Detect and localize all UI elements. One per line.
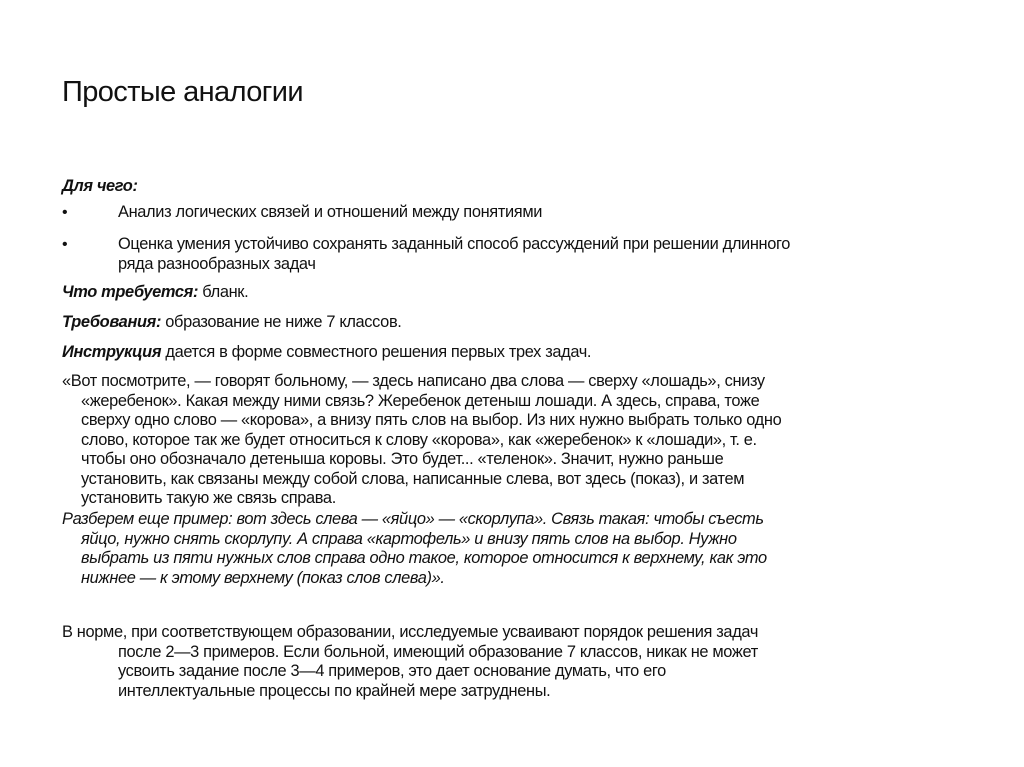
norm-paragraph (62, 623, 758, 701)
bullet-line: Анализ логических связей и отношений между понятиями (118, 203, 543, 221)
requirements-label: Требования: (62, 313, 162, 331)
text-line: установить, как связаны между собой слова, написанные слева, вот здесь (показ), и затем (81, 469, 745, 488)
required-line (62, 283, 248, 303)
bullet-line: Оценка умения устойчиво сохранять заданный способ рассуждений при решении длинного (118, 235, 791, 253)
bullet-item-1 (118, 203, 542, 223)
text-line: выбрать из пяти нужных слов справа одно такое, которое относится к верхнему, как это (81, 549, 767, 567)
text-line: Разберем еще пример: вот здесь слева — «яйцо» — «скорлупа». Связь такая: чтобы съесть (62, 510, 764, 528)
bullet-icon: • (62, 236, 68, 253)
bullet-item-2 (118, 235, 790, 274)
quote-paragraph (62, 372, 781, 509)
text-line: после 2—3 примеров. Если больной, имеющий образование 7 классов, никак не может (118, 642, 758, 661)
text-line: чтобы оно обозначало детеныша коровы. Это будет... «теленок». Значит, нужно раньше (81, 450, 724, 468)
text-line: «Вот посмотрите, — говорят больному, — здесь написано два слова — сверху «лошадь», снизу (62, 372, 765, 390)
instruction-label: Инструкция (62, 343, 162, 361)
bullet-line: ряда разнообразных задач (118, 254, 316, 273)
text-line: интеллектуальные процессы по крайней мере затруднены. (118, 681, 551, 700)
text-line: сверху одно слово — «корова», а внизу пять слов на выбор. Из них нужно выбрать только одно (81, 411, 782, 429)
requirements-text: образование не ниже 7 классов. (161, 313, 402, 331)
example-paragraph (62, 510, 767, 588)
text-line: установить такую же связь справа. (81, 489, 336, 507)
text-line: яйцо, нужно снять скорлупу. А справа «картофель» и внизу пять слов на выбор. Нужно (81, 529, 737, 548)
text-line: В норме, при соответствующем образовании, исследуемые усваивают порядок решения задач (62, 623, 759, 641)
requirements-line (62, 313, 402, 333)
text-line: усвоить задание после 3—4 примеров, это дает основание думать, что его (118, 662, 666, 680)
for-what-label: Для чего: (62, 177, 138, 195)
slide-title: Простые аналогии (62, 76, 303, 108)
text-line: нижнее — к этому верхнему (показ слов слева)». (81, 568, 445, 587)
instruction-line (62, 343, 591, 363)
required-label: Что требуется: (62, 283, 199, 301)
bullet-icon: • (62, 204, 68, 221)
text-line: слово, которое так же будет относиться к слову «корова», как «жеребенок» к «лошади», т. е. (81, 430, 757, 449)
required-text: бланк. (198, 283, 249, 301)
instruction-text: дается в форме совместного решения первых трех задач. (161, 343, 592, 361)
text-line: «жеребенок». Какая между ними связь? Жеребенок детеныш лошади. А здесь, справа, тоже (81, 391, 760, 410)
